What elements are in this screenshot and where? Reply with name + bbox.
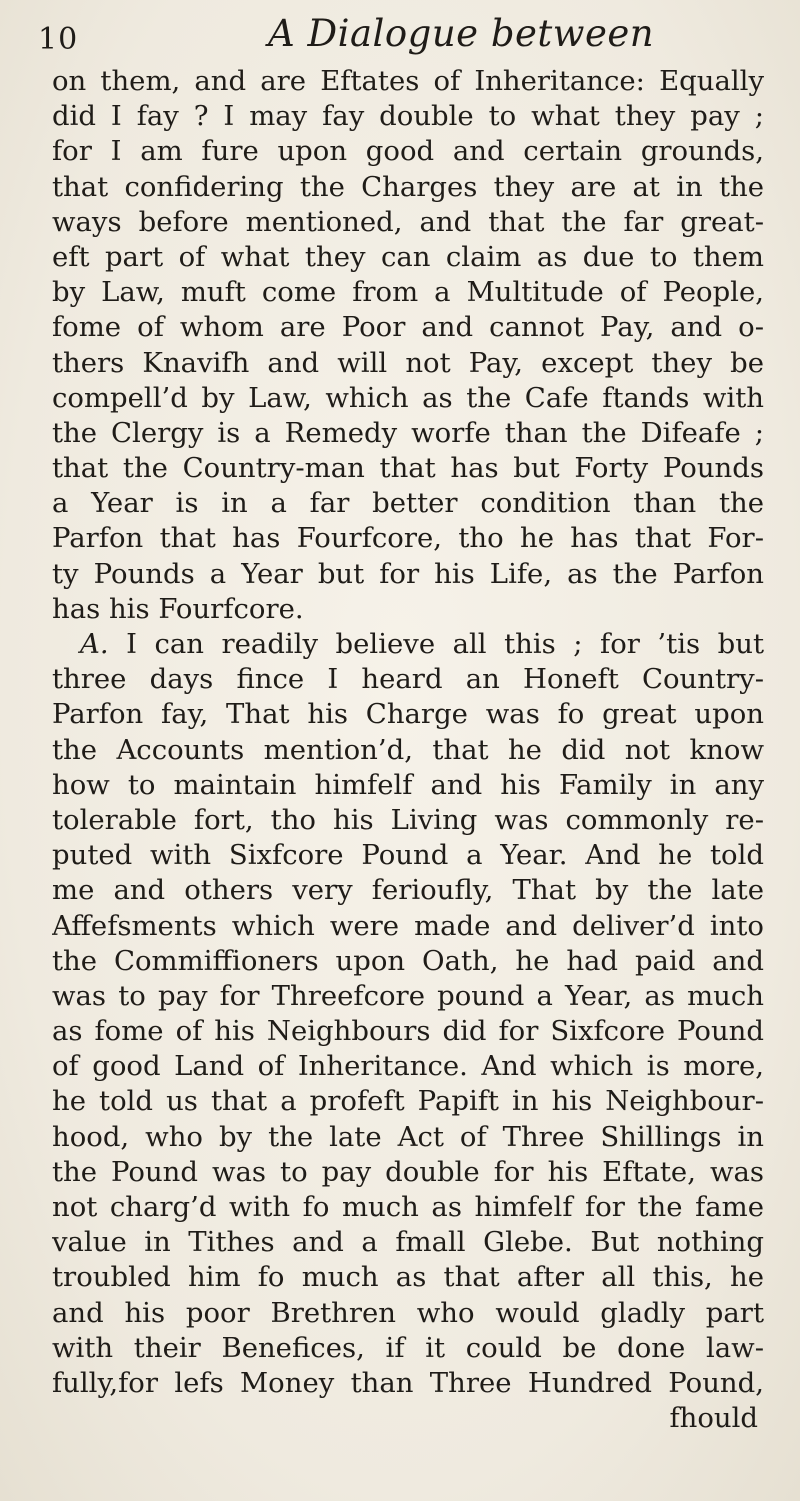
text-line: not charg’d with fo much as himfelf for the fame	[52, 1191, 764, 1223]
reply-first-line-text: I can readily believe all this ; for ’tis but	[126, 628, 764, 660]
text-line: has his Fourfcore.	[52, 592, 304, 625]
text-line: the Accounts mention’d, that he did not know	[52, 733, 764, 766]
text-line: eft part of what they can claim as due to them	[52, 240, 764, 273]
text-line: troubled him fo much as that after all this, he	[52, 1261, 764, 1294]
text-line: three days fince I heard an Honeft Country-	[52, 663, 764, 696]
text-line: tolerable fort, tho his Living was commonly re-	[52, 803, 764, 836]
text-line: for I am fure upon good and certain grounds,	[52, 135, 764, 168]
text-line: me and others very ferioufly, That by the late	[52, 874, 764, 907]
text-line: did I fay ? I may fay double to what they pay ;	[52, 100, 764, 133]
running-head	[0, 8, 800, 58]
text-line: by Law, muft come from a Multitude of People,	[52, 276, 764, 309]
text-line: with their Benefices, if it could be done law-	[52, 1331, 764, 1364]
text-line: of good Land of Inheritance. And which is more,	[52, 1050, 764, 1083]
reply-first-line	[52, 627, 764, 662]
speaker-label: A.	[80, 628, 109, 660]
catchword: fhould	[669, 1402, 758, 1435]
text-line: that the Country-man that has but Forty Pounds	[52, 452, 764, 485]
text-line: ty Pounds a Year but for his Life, as the Parfon	[52, 557, 764, 590]
text-line: was to pay for Threefcore pound a Year, as much	[52, 979, 764, 1012]
text-line: hood, who by the late Act of Three Shillings in	[52, 1120, 764, 1153]
text-line: Parfon that has Fourfcore, tho he has that For-	[52, 522, 764, 555]
text-line: thers Knavifh and will not Pay, except they be	[52, 346, 764, 379]
running-title: A Dialogue between	[268, 12, 655, 55]
text-line: that confidering the Charges they are at in the	[52, 170, 764, 203]
text-line: puted with Sixfcore Pound a Year. And he told	[52, 839, 764, 872]
text-line: fome of whom are Poor and cannot Pay, and o-	[52, 311, 764, 344]
text-line: he told us that a profeft Papift in his Neighbour-	[52, 1085, 764, 1118]
text-line: Affefsments which were made and deliver’d into	[52, 909, 764, 942]
text-line: value in Tithes and a fmall Glebe. But nothing	[52, 1226, 764, 1259]
text-line: the Pound was to pay double for his Eftate, was	[52, 1155, 764, 1188]
text-line: the Clergy is a Remedy worfe than the Difeafe ;	[52, 416, 764, 449]
text-line: ways before mentioned, and that the far great-	[52, 205, 764, 238]
text-line: a Year is in a far better condition than the	[52, 487, 764, 520]
text-line: on them, and are Eftates of Inheritance: Equally	[52, 65, 764, 97]
text-line: compell’d by Law, which as the Cafe ftands with	[52, 381, 764, 414]
text-line: as fome of his Neighbours did for Sixfcore Pound	[52, 1015, 764, 1048]
text-line: the Commiffioners upon Oath, he had paid and	[52, 944, 764, 977]
body-text	[52, 64, 764, 1436]
text-line: and his poor Brethren who would gladly part	[52, 1296, 764, 1329]
page-number: 10	[38, 22, 79, 57]
text-line: Parfon fay, That his Charge was fo great upon	[52, 698, 764, 731]
text-line: how to maintain himfelf and his Family in any	[52, 768, 764, 801]
text-line: fully,for lefs Money than Three Hundred Pound,	[52, 1366, 764, 1399]
